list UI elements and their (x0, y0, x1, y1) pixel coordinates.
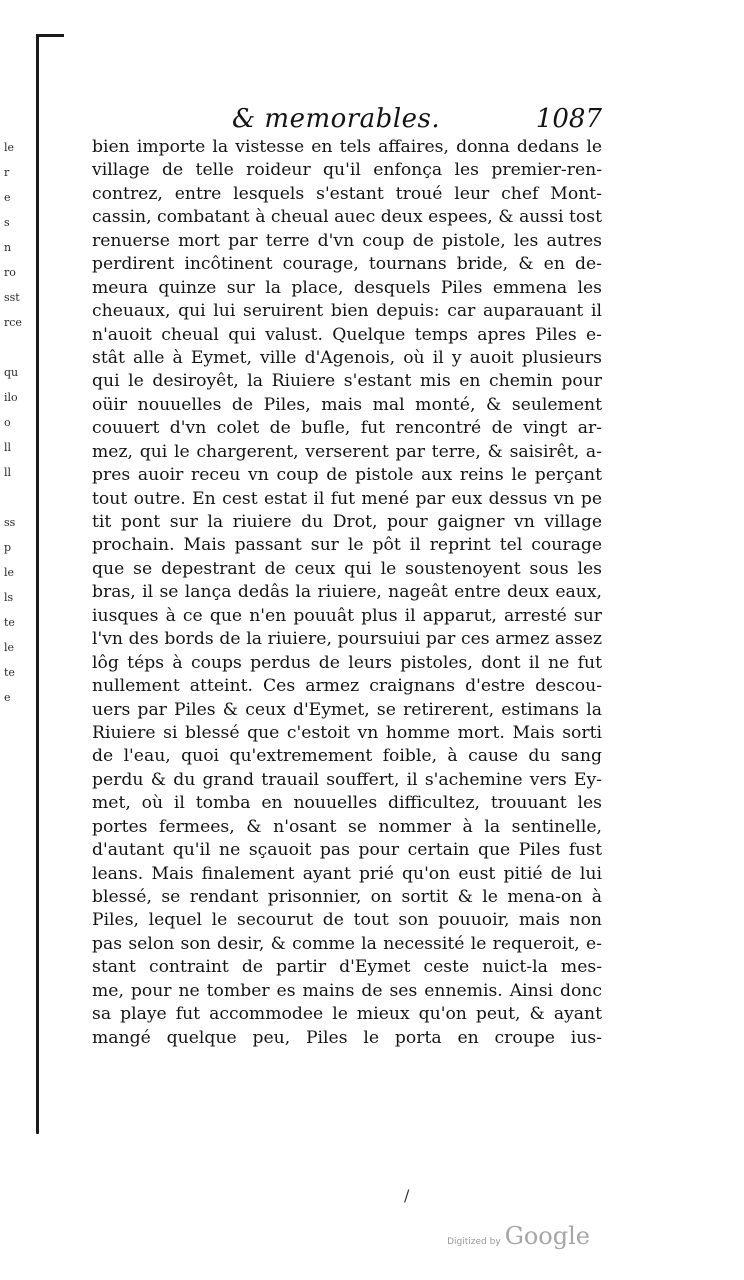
margin-fragment: n (4, 241, 12, 254)
text-line: d'autant qu'il ne sçauoit pas pour certain que Piles fust (92, 840, 602, 861)
margin-fragment: s (4, 216, 10, 229)
text-line: iusques à ce que n'en pouuât plus il apparut, arresté sur (92, 605, 602, 626)
margin-fragment: ls (4, 591, 14, 604)
text-line: bien importe la vistesse en tels affaires, donna dedans le (92, 137, 602, 157)
binding-tick (36, 34, 64, 37)
margin-fragment: e (4, 191, 11, 204)
margin-fragment: te (4, 666, 15, 679)
margin-fragment: ilo (4, 391, 18, 404)
digitized-watermark (447, 1222, 590, 1250)
google-logo: Google (504, 1222, 590, 1250)
margin-fragment: ll (4, 466, 12, 479)
text-line: cheuaux, qui lui seruirent bien depuis: car auparauant il (92, 301, 602, 322)
text-line: met, où il tomba en nouuelles difficultez, trouuant les (92, 793, 602, 814)
text-line: tit pont sur la riuiere du Drot, pour gaigner vn village (92, 512, 602, 532)
text-line: blessé, se rendant prisonnier, on sortit & le mena-on à (92, 887, 602, 907)
margin-fragment: ss (4, 516, 16, 529)
margin-fragment (4, 335, 34, 360)
text-line: nullement atteint. Ces armez craignans d'estre descou- (92, 676, 602, 697)
text-line: l'vn des bords de la riuiere, poursuiui par ces armez assez (92, 629, 602, 650)
margin-fragment: le (4, 141, 15, 154)
margin-fragment: sst (4, 291, 20, 304)
text-line: prochain. Mais passant sur le pôt il reprint tel courage (92, 535, 602, 556)
margin-fragment: le (4, 641, 15, 654)
text-line: que se depestrant de ceux qui le soustenoyent sous les (92, 558, 602, 579)
text-line: perdirent incôtinent courage, tournans bride, & en de- (92, 254, 602, 275)
text-line: uers par Piles & ceux d'Eymet, se retirerent, estimans la (92, 699, 602, 720)
text-line: renuerse mort par terre d'vn coup de pistole, les autres (92, 230, 602, 251)
margin-fragment: le (4, 566, 15, 579)
digitized-by-label: Digitized by (447, 1237, 501, 1247)
margin-fragment: ro (4, 266, 16, 279)
page-number: 1087 (535, 104, 602, 134)
binding-rule (36, 34, 39, 1134)
margin-fragment: o (4, 416, 11, 429)
text-line: portes fermees, & n'osant se nommer à la sentinelle, (92, 816, 602, 837)
text-line: stant contraint de partir d'Eymet ceste nuict-la mes- (92, 957, 602, 978)
margin-fragment: te (4, 616, 15, 629)
margin-fragment: ll (4, 441, 12, 454)
text-line: bras, il se lança dedâs la riuiere, nageât entre deux eaux, (92, 582, 602, 603)
stray-mark: / (404, 1186, 410, 1205)
margin-fragment: qu (4, 366, 19, 379)
text-line: contrez, entre lesquels s'estant troué leur chef Mont- (92, 183, 602, 204)
text-line: de l'eau, quoi qu'extremement foible, à cause du sang (92, 746, 602, 767)
text-line: lôg téps à coups perdus de leurs pistoles, dont il ne fut (92, 652, 602, 673)
text-line: meura quinze sur la place, desquels Piles emmena les (92, 277, 602, 298)
text-line: Piles, lequel le secourut de tout son pouuoir, mais non (92, 910, 602, 931)
page-header (90, 104, 602, 138)
margin-fragment: rce (4, 316, 22, 329)
margin-fragment (4, 735, 34, 760)
margin-fragment (4, 485, 34, 510)
text-line: qui le desiroyêt, la Riuiere s'estant mis en chemin pour (92, 371, 602, 392)
margin-fragment: r (4, 166, 10, 179)
text-line: cassin, combatant à cheual auec deux espees, & aussi tost (92, 207, 602, 228)
text-line: leans. Mais finalement ayant prié qu'on eust pitié de lui (92, 863, 602, 884)
margin-fragment (4, 835, 34, 860)
margin-fragment: p (4, 541, 12, 554)
text-line: n'auoit cheual qui valust. Quelque temps apres Piles e- (92, 324, 602, 345)
margin-fragment (4, 810, 34, 835)
text-line: me, pour ne tomber es mains de ses ennemis. Ainsi donc (92, 980, 602, 1001)
margin-fragment (4, 785, 34, 810)
text-line: sa playe fut accommodee le mieux qu'on peut, & ayant (92, 1004, 602, 1025)
text-line: tout outre. En cest estat il fut mené par eux dessus vn pe (92, 488, 602, 509)
margin-fragment (4, 760, 34, 785)
margin-fragment: e (4, 691, 11, 704)
text-line: perdu & du grand trauail souffert, il s'achemine vers Ey- (92, 769, 602, 790)
text-line: mangé quelque peu, Piles le porta en croupe ius- (92, 1027, 602, 1048)
body-text (92, 136, 602, 1050)
text-line: pres auoir receu vn coup de pistole aux reins le perçant (92, 465, 602, 486)
text-line: oüir nouuelles de Piles, mais mal monté, & seulement (92, 394, 602, 415)
text-line: couuert d'vn colet de bufle, fut rencontré de vingt ar- (92, 418, 602, 439)
text-line: pas selon son desir, & comme la necessité le requeroit, e- (92, 933, 602, 954)
text-line: village de telle roideur qu'il enfonça les premier-ren- (92, 160, 602, 181)
text-line: stât alle à Eymet, ville d'Agenois, où il y auoit plusieurs (92, 347, 602, 368)
running-head: & memorables. (232, 104, 441, 134)
text-line: mez, qui le chargerent, verserent par terre, & saisirêt, a- (92, 441, 602, 462)
margin-fragment (4, 860, 34, 885)
margin-fragments (4, 135, 34, 885)
text-line: Riuiere si blessé que c'estoit vn homme mort. Mais sorti (92, 722, 602, 743)
margin-fragment (4, 710, 34, 735)
